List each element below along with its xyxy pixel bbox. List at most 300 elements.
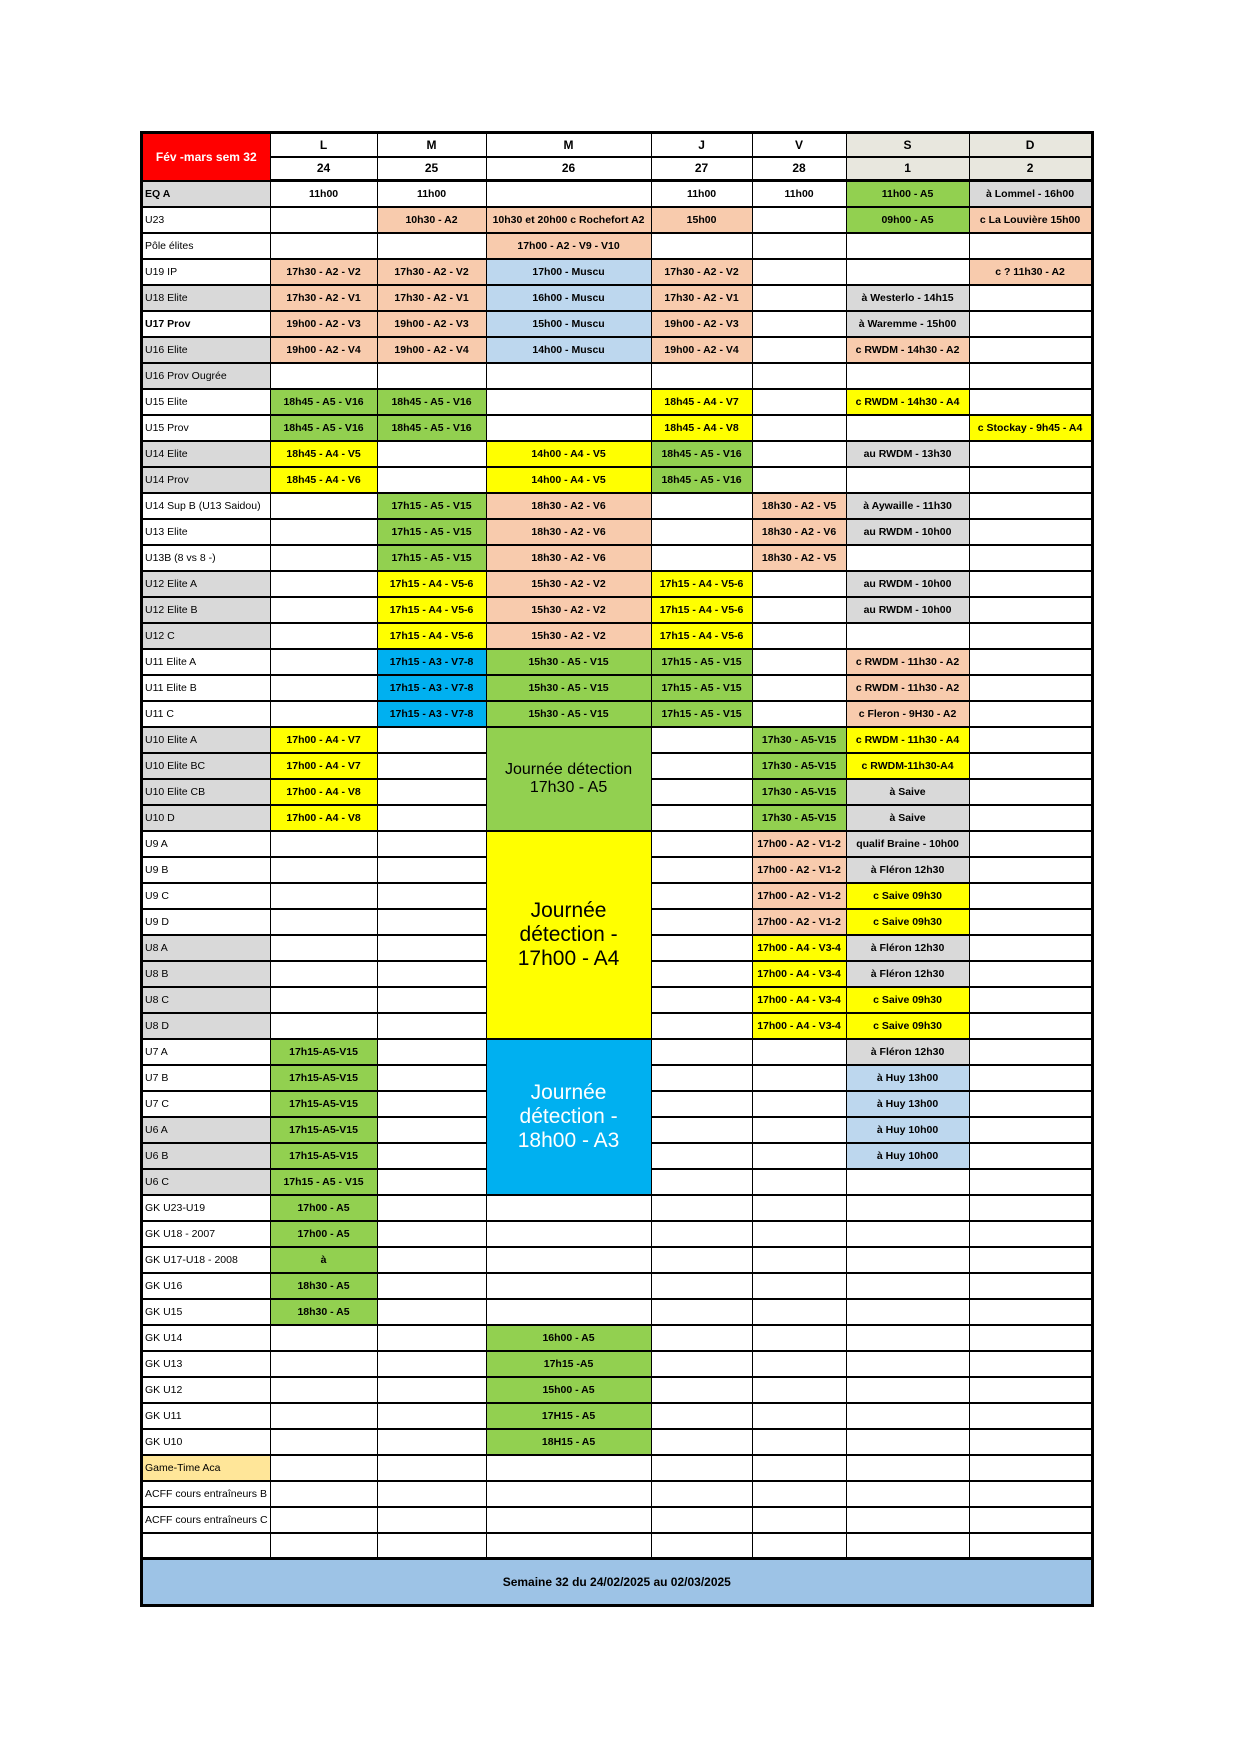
schedule-cell: 18h45 - A4 - V5 (270, 441, 377, 467)
empty-cell (846, 1273, 969, 1299)
empty-cell (752, 1507, 846, 1533)
schedule-cell: 17h15 - A4 - V5-6 (651, 623, 752, 649)
table-row (142, 571, 1093, 597)
empty-cell (969, 1429, 1092, 1455)
schedule-cell: 17h00 - A5 (270, 1195, 377, 1221)
schedule-cell: à Saive (846, 779, 969, 805)
row-label-cell: U13 Elite (142, 519, 271, 545)
table-row (142, 1507, 1093, 1533)
empty-cell (651, 545, 752, 571)
empty-cell (651, 1403, 752, 1429)
week-title: Fév -mars sem 32 (142, 133, 271, 181)
table-header (142, 133, 1093, 181)
schedule-cell: qualif Braine - 10h00 (846, 831, 969, 857)
empty-cell (969, 493, 1092, 519)
empty-cell (377, 1403, 486, 1429)
empty-cell (270, 1403, 377, 1429)
table-row (142, 493, 1093, 519)
schedule-cell: 17h00 - A2 - V1-2 (752, 909, 846, 935)
empty-cell (270, 519, 377, 545)
empty-cell (969, 285, 1092, 311)
row-label-cell: EQ A (142, 181, 271, 207)
schedule-cell: 09h00 - A5 (846, 207, 969, 233)
schedule-cell: 15h00 - Muscu (486, 311, 651, 337)
row-label-cell: U14 Sup B (U13 Saidou) (142, 493, 271, 519)
schedule-cell: 17h00 - A4 - V8 (270, 779, 377, 805)
empty-cell (752, 389, 846, 415)
table-row (142, 311, 1093, 337)
schedule-cell: c ? 11h30 - A2 (969, 259, 1092, 285)
schedule-cell: 17h00 - A2 - V1-2 (752, 831, 846, 857)
schedule-cell: à Waremme - 15h00 (846, 311, 969, 337)
empty-cell (752, 1169, 846, 1195)
table-row (142, 545, 1093, 571)
empty-cell (486, 363, 651, 389)
empty-cell (969, 779, 1092, 805)
schedule-cell: 17h00 - Muscu (486, 259, 651, 285)
empty-cell (969, 1247, 1092, 1273)
table-row (142, 1429, 1093, 1455)
schedule-cell: à Fléron 12h30 (846, 857, 969, 883)
empty-cell (752, 1377, 846, 1403)
detection-line: 17h00 - A4 (517, 946, 620, 970)
empty-cell (377, 1377, 486, 1403)
schedule-cell: c RWDM - 11h30 - A4 (846, 727, 969, 753)
empty-cell (651, 1533, 752, 1559)
schedule-cell: 17h00 - A2 - V9 - V10 (486, 233, 651, 259)
schedule-cell: à Fléron 12h30 (846, 935, 969, 961)
empty-cell (651, 935, 752, 961)
schedule-cell: 17h15 - A5 - V15 (651, 675, 752, 701)
date-header: 28 (752, 157, 846, 181)
empty-cell (752, 259, 846, 285)
empty-cell (752, 1403, 846, 1429)
row-label-cell: U10 Elite BC (142, 753, 271, 779)
table-row (142, 1351, 1093, 1377)
table-row (142, 1533, 1093, 1559)
empty-cell (377, 727, 486, 753)
detection-line: 18h00 - A3 (517, 1128, 620, 1152)
empty-cell (969, 311, 1092, 337)
schedule-cell: 11h00 (270, 181, 377, 207)
empty-cell (651, 1325, 752, 1351)
empty-cell (651, 233, 752, 259)
empty-cell (752, 1273, 846, 1299)
schedule-cell: 17h15 - A5 - V15 (651, 649, 752, 675)
row-label-cell: U23 (142, 207, 271, 233)
schedule-cell: 17H15 - A5 (486, 1403, 651, 1429)
empty-cell (969, 519, 1092, 545)
schedule-cell: 14h00 - A4 - V5 (486, 467, 651, 493)
empty-cell (846, 1351, 969, 1377)
table-row (142, 1247, 1093, 1273)
empty-cell (969, 467, 1092, 493)
row-label-cell: U10 D (142, 805, 271, 831)
empty-cell (752, 1195, 846, 1221)
schedule-cell: 17h15 - A4 - V5-6 (651, 571, 752, 597)
day-header: V (752, 133, 846, 157)
empty-cell (969, 1143, 1092, 1169)
empty-cell (270, 493, 377, 519)
table-row (142, 597, 1093, 623)
schedule-cell: à Huy 10h00 (846, 1117, 969, 1143)
empty-cell (651, 1143, 752, 1169)
empty-cell (377, 987, 486, 1013)
table-row (142, 259, 1093, 285)
schedule-cell: 18H15 - A5 (486, 1429, 651, 1455)
schedule-cell: 17h30 - A5-V15 (752, 727, 846, 753)
row-label-cell: GK U11 (142, 1403, 271, 1429)
empty-cell (969, 1403, 1092, 1429)
schedule-cell: 17h15-A5-V15 (270, 1039, 377, 1065)
table-row (142, 415, 1093, 441)
schedule-cell: 15h30 - A5 - V15 (486, 649, 651, 675)
table-row (142, 831, 1093, 857)
empty-cell (969, 1377, 1092, 1403)
schedule-cell: 18h45 - A5 - V16 (270, 389, 377, 415)
schedule-cell: c Saive 09h30 (846, 909, 969, 935)
empty-cell (270, 363, 377, 389)
date-header: 27 (651, 157, 752, 181)
schedule-cell: 17h30 - A2 - V1 (270, 285, 377, 311)
empty-cell (969, 935, 1092, 961)
empty-cell (969, 1507, 1092, 1533)
schedule-cell: 18h45 - A5 - V16 (377, 389, 486, 415)
empty-cell (270, 1013, 377, 1039)
empty-cell (969, 1091, 1092, 1117)
empty-cell (752, 467, 846, 493)
empty-cell (270, 649, 377, 675)
empty-cell (846, 1455, 969, 1481)
table-row (142, 519, 1093, 545)
empty-cell (651, 857, 752, 883)
schedule-cell: à Huy 10h00 (846, 1143, 969, 1169)
empty-cell (846, 1533, 969, 1559)
empty-cell (752, 363, 846, 389)
empty-cell (846, 1169, 969, 1195)
empty-cell (969, 883, 1092, 909)
row-label-cell: U8 A (142, 935, 271, 961)
row-label-cell: GK U12 (142, 1377, 271, 1403)
schedule-cell: 17h15 - A3 - V7-8 (377, 649, 486, 675)
day-header: L (270, 133, 377, 157)
empty-cell (486, 1533, 651, 1559)
detection-line: détection - (519, 1104, 618, 1128)
empty-cell (377, 233, 486, 259)
detection-line: 17h30 - A5 (529, 778, 608, 796)
empty-cell (969, 1481, 1092, 1507)
empty-cell (752, 1247, 846, 1273)
row-label-cell: U11 Elite A (142, 649, 271, 675)
empty-cell (270, 987, 377, 1013)
schedule-cell: 19h00 - A2 - V4 (651, 337, 752, 363)
empty-cell (377, 1065, 486, 1091)
empty-cell (270, 623, 377, 649)
empty-cell (846, 1221, 969, 1247)
empty-cell (377, 857, 486, 883)
schedule-cell: 11h00 (377, 181, 486, 207)
schedule-cell: 18h30 - A2 - V6 (486, 493, 651, 519)
row-label-cell: ACFF cours entraîneurs B (142, 1481, 271, 1507)
empty-cell (377, 805, 486, 831)
schedule-cell: c Stockay - 9h45 - A4 (969, 415, 1092, 441)
detection-merged-cell (486, 1039, 651, 1195)
empty-cell (486, 389, 651, 415)
schedule-cell: 11h00 (651, 181, 752, 207)
empty-cell (486, 1247, 651, 1273)
empty-cell (651, 1091, 752, 1117)
schedule-cell: 19h00 - A2 - V3 (651, 311, 752, 337)
row-label-cell: U11 Elite B (142, 675, 271, 701)
empty-cell (969, 1533, 1092, 1559)
row-label-cell: GK U15 (142, 1299, 271, 1325)
schedule-cell: 17h00 - A4 - V8 (270, 805, 377, 831)
row-label-cell: Pôle élites (142, 233, 271, 259)
empty-cell (270, 1325, 377, 1351)
empty-cell (969, 831, 1092, 857)
detection-line: Journée (530, 898, 607, 922)
detection-merged-cell (486, 727, 651, 831)
schedule-cell: 18h30 - A2 - V6 (486, 519, 651, 545)
schedule-cell: 17h15-A5-V15 (270, 1065, 377, 1091)
row-label-cell: U11 C (142, 701, 271, 727)
row-label-cell: GK U16 (142, 1273, 271, 1299)
table-row (142, 675, 1093, 701)
empty-cell (651, 1351, 752, 1377)
empty-cell (846, 415, 969, 441)
table-row (142, 649, 1093, 675)
empty-cell (651, 1247, 752, 1273)
empty-cell (969, 233, 1092, 259)
schedule-cell: à Fléron 12h30 (846, 961, 969, 987)
empty-cell (846, 259, 969, 285)
empty-cell (270, 1455, 377, 1481)
schedule-cell: à Huy 13h00 (846, 1065, 969, 1091)
empty-cell (377, 961, 486, 987)
schedule-cell: au RWDM - 13h30 (846, 441, 969, 467)
schedule-cell: 18h45 - A4 - V6 (270, 467, 377, 493)
empty-cell (486, 1273, 651, 1299)
empty-cell (486, 1221, 651, 1247)
schedule-cell: à Lommel - 16h00 (969, 181, 1092, 207)
schedule-cell: 15h30 - A2 - V2 (486, 623, 651, 649)
schedule-cell: 17h30 - A2 - V2 (270, 259, 377, 285)
schedule-cell: 17h30 - A2 - V1 (377, 285, 486, 311)
date-header: 24 (270, 157, 377, 181)
empty-cell (377, 1351, 486, 1377)
empty-cell (651, 519, 752, 545)
empty-cell (270, 857, 377, 883)
schedule-cell: 17h15 -A5 (486, 1351, 651, 1377)
schedule-cell: 18h45 - A5 - V16 (377, 415, 486, 441)
empty-cell (270, 909, 377, 935)
schedule-cell: 17h00 - A4 - V3-4 (752, 987, 846, 1013)
empty-cell (377, 1221, 486, 1247)
empty-cell (486, 1507, 651, 1533)
schedule-cell: 15h00 (651, 207, 752, 233)
empty-cell (846, 1299, 969, 1325)
date-header: 26 (486, 157, 651, 181)
empty-cell (651, 1117, 752, 1143)
empty-cell (752, 415, 846, 441)
empty-cell (752, 623, 846, 649)
schedule-cell: 17h30 - A2 - V2 (651, 259, 752, 285)
empty-cell (969, 1299, 1092, 1325)
row-label-cell: U12 C (142, 623, 271, 649)
row-label-cell: U19 IP (142, 259, 271, 285)
table-row (142, 1273, 1093, 1299)
day-header: S (846, 133, 969, 157)
schedule-cell: 17h00 - A4 - V3-4 (752, 961, 846, 987)
table-row (142, 701, 1093, 727)
empty-cell (270, 571, 377, 597)
detection-line: Journée (530, 1080, 607, 1104)
empty-cell (377, 1507, 486, 1533)
empty-cell (270, 1429, 377, 1455)
schedule-cell: 18h30 - A2 - V5 (752, 545, 846, 571)
empty-cell (969, 363, 1092, 389)
empty-cell (752, 1325, 846, 1351)
schedule-cell: 17h30 - A5-V15 (752, 805, 846, 831)
schedule-cell: 17h15 - A4 - V5-6 (651, 597, 752, 623)
empty-cell (752, 1481, 846, 1507)
table-row (142, 181, 1093, 207)
empty-cell (969, 1169, 1092, 1195)
schedule-cell: 17h00 - A4 - V3-4 (752, 935, 846, 961)
schedule-cell: 18h45 - A5 - V16 (651, 467, 752, 493)
schedule-cell: 15h30 - A5 - V15 (486, 701, 651, 727)
empty-cell (969, 545, 1092, 571)
schedule-cell: c RWDM - 11h30 - A2 (846, 649, 969, 675)
schedule-cell: 17h15 - A3 - V7-8 (377, 675, 486, 701)
row-label-cell: GK U14 (142, 1325, 271, 1351)
empty-cell (270, 961, 377, 987)
empty-cell (969, 571, 1092, 597)
empty-cell (752, 1117, 846, 1143)
row-label-cell: ACFF cours entraîneurs C (142, 1507, 271, 1533)
empty-cell (270, 1533, 377, 1559)
schedule-cell: 17h15 - A4 - V5-6 (377, 623, 486, 649)
row-label-cell: U7 A (142, 1039, 271, 1065)
row-label-cell: U6 A (142, 1117, 271, 1143)
table-row (142, 1195, 1093, 1221)
empty-cell (651, 779, 752, 805)
empty-cell (846, 1195, 969, 1221)
empty-cell (651, 831, 752, 857)
row-label-cell: GK U13 (142, 1351, 271, 1377)
schedule-cell: 17h15 - A5 - V15 (377, 519, 486, 545)
schedule-cell: 18h30 - A5 (270, 1299, 377, 1325)
empty-cell (969, 649, 1092, 675)
schedule-cell: 18h30 - A2 - V6 (486, 545, 651, 571)
schedule-cell: 17h15 - A5 - V15 (377, 493, 486, 519)
empty-cell (651, 727, 752, 753)
schedule-cell: 15h30 - A5 - V15 (486, 675, 651, 701)
schedule-cell: à Aywaille - 11h30 (846, 493, 969, 519)
schedule-cell: 18h45 - A5 - V16 (651, 441, 752, 467)
empty-cell (377, 753, 486, 779)
table-row (142, 1221, 1093, 1247)
empty-cell (486, 1455, 651, 1481)
schedule-cell: 15h00 - A5 (486, 1377, 651, 1403)
schedule-cell: c RWDM - 14h30 - A2 (846, 337, 969, 363)
row-label-cell: U6 B (142, 1143, 271, 1169)
schedule-cell: c Saive 09h30 (846, 1013, 969, 1039)
empty-cell (846, 1429, 969, 1455)
schedule-cell: 17h30 - A2 - V1 (651, 285, 752, 311)
schedule-cell: 16h00 - A5 (486, 1325, 651, 1351)
empty-cell (651, 1013, 752, 1039)
schedule-cell: 19h00 - A2 - V3 (377, 311, 486, 337)
schedule-cell: 17h30 - A5-V15 (752, 779, 846, 805)
empty-cell (270, 1377, 377, 1403)
schedule-cell: à (270, 1247, 377, 1273)
empty-cell (270, 701, 377, 727)
row-label-cell: U16 Prov Ougrée (142, 363, 271, 389)
empty-cell (651, 1377, 752, 1403)
empty-cell (651, 805, 752, 831)
empty-cell (969, 1195, 1092, 1221)
empty-cell (377, 1117, 486, 1143)
empty-cell (270, 233, 377, 259)
empty-cell (270, 1351, 377, 1377)
schedule-cell: 17h15 - A4 - V5-6 (377, 571, 486, 597)
table-row (142, 1325, 1093, 1351)
row-label-cell: U10 Elite CB (142, 779, 271, 805)
empty-cell (270, 831, 377, 857)
row-label-cell: GK U17-U18 - 2008 (142, 1247, 271, 1273)
empty-cell (651, 1195, 752, 1221)
empty-cell (651, 1481, 752, 1507)
schedule-cell: 17h15 - A5 - V15 (377, 545, 486, 571)
date-header: 1 (846, 157, 969, 181)
empty-cell (486, 181, 651, 207)
schedule-cell: 18h45 - A4 - V7 (651, 389, 752, 415)
row-label-cell: U14 Prov (142, 467, 271, 493)
schedule-cell: 17h00 - A4 - V3-4 (752, 1013, 846, 1039)
day-header: M (377, 133, 486, 157)
row-label-cell: U12 Elite A (142, 571, 271, 597)
empty-cell (377, 1169, 486, 1195)
empty-cell (377, 1273, 486, 1299)
empty-cell (270, 675, 377, 701)
detection-line: Journée détection (504, 760, 633, 778)
empty-cell (752, 1351, 846, 1377)
empty-cell (969, 909, 1092, 935)
week-footer: Semaine 32 du 24/02/2025 au 02/03/2025 (142, 1559, 1093, 1606)
empty-cell (969, 441, 1092, 467)
empty-cell (752, 1221, 846, 1247)
empty-cell (969, 753, 1092, 779)
row-label-cell: U9 A (142, 831, 271, 857)
empty-cell (377, 467, 486, 493)
day-header: D (969, 133, 1092, 157)
schedule-cell: 11h00 (752, 181, 846, 207)
empty-cell (846, 1481, 969, 1507)
empty-cell (651, 493, 752, 519)
empty-cell (377, 1533, 486, 1559)
schedule-cell: c Saive 09h30 (846, 987, 969, 1013)
empty-cell (752, 285, 846, 311)
schedule-cell: 17h30 - A5-V15 (752, 753, 846, 779)
empty-cell (846, 1325, 969, 1351)
schedule-cell: 15h30 - A2 - V2 (486, 597, 651, 623)
empty-cell (270, 1481, 377, 1507)
table-row (142, 727, 1093, 753)
row-label-cell: U6 C (142, 1169, 271, 1195)
empty-cell (270, 545, 377, 571)
row-label-cell: U7 C (142, 1091, 271, 1117)
